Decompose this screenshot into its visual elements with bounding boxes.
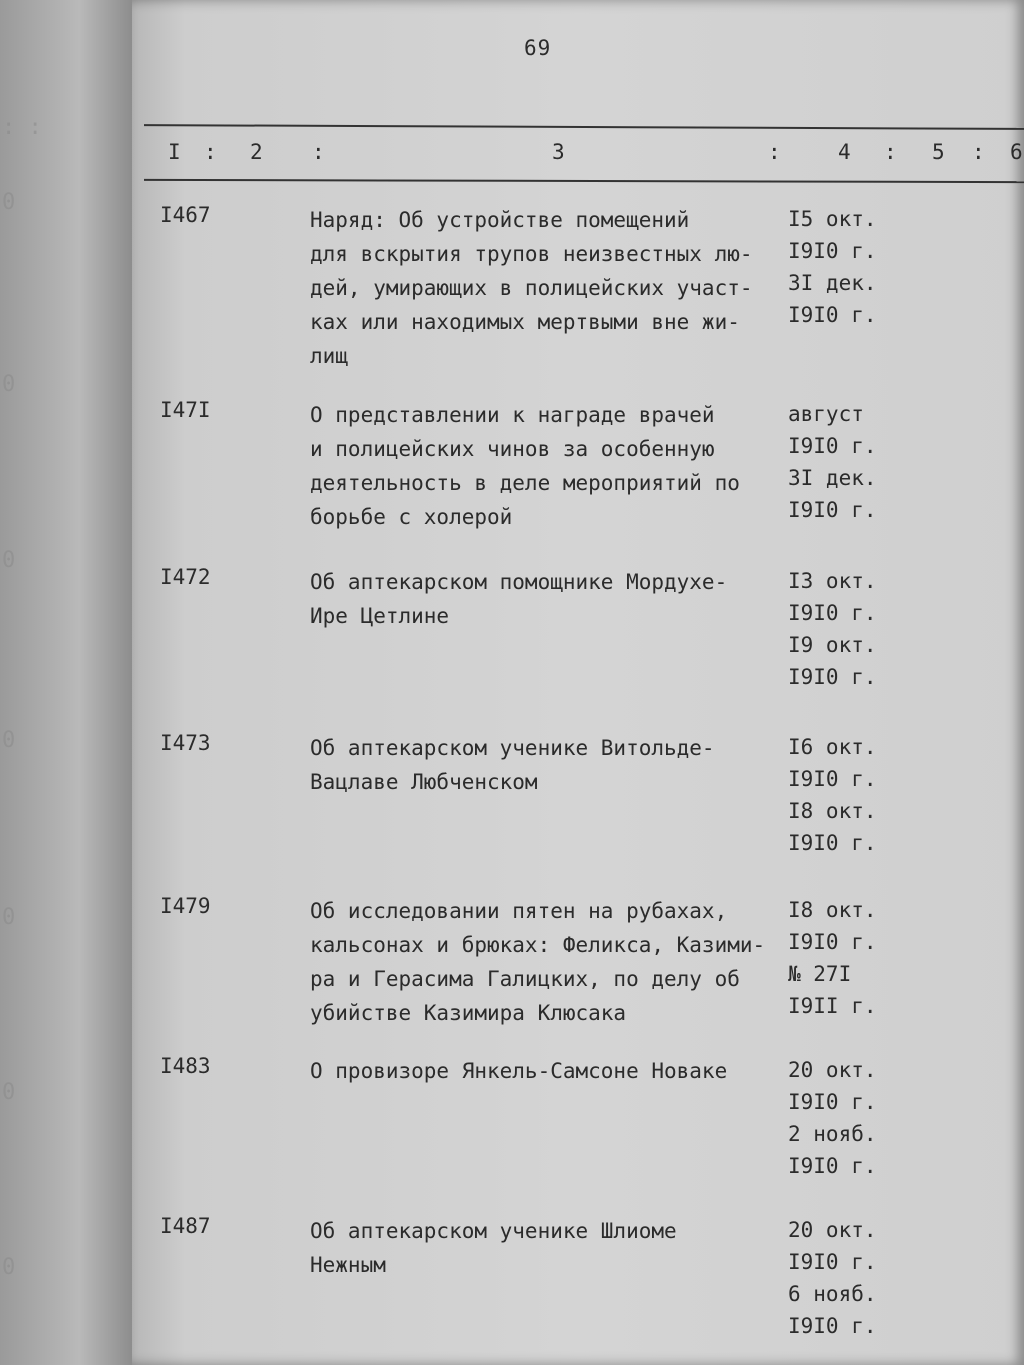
record-date: I9I0 г. <box>788 831 877 855</box>
record-date: № 27I <box>788 962 852 986</box>
record-date: I9I0 г. <box>788 665 877 689</box>
record-number: I47I <box>160 398 211 422</box>
record-date: I9I0 г. <box>788 930 877 954</box>
ghost-text: 0 <box>2 548 16 573</box>
record-date: I9I0 г. <box>788 1250 877 1274</box>
record-date: 3I дек. <box>788 466 877 490</box>
record-date: I9I0 г. <box>788 601 877 625</box>
record-title: Об аптекарском помощнике Мордухе- Ире Цетлине <box>310 570 728 628</box>
record-dates <box>788 731 918 859</box>
record-number: I467 <box>160 203 211 227</box>
record-date: I9I0 г. <box>788 303 877 327</box>
record-number: I487 <box>160 1214 211 1238</box>
record-date: I8 окт. <box>788 799 877 823</box>
page-number: 69 <box>524 36 552 60</box>
column-header: 2 <box>250 140 263 164</box>
column-header: 6 <box>1010 140 1023 164</box>
ghost-text: 0 <box>2 1255 16 1280</box>
record-date: I6 окт. <box>788 735 877 759</box>
record-number: I483 <box>160 1054 211 1078</box>
column-separator: : <box>884 140 897 164</box>
record-dates <box>788 894 918 1022</box>
record-dates <box>788 565 918 693</box>
column-header: 4 <box>838 140 851 164</box>
record-title: О провизоре Янкель-Самсоне Новаке <box>310 1059 728 1083</box>
header-rule-bottom <box>144 179 1024 183</box>
column-header: 5 <box>932 140 945 164</box>
record-date: I9I0 г. <box>788 239 877 263</box>
record-date: 6 нояб. <box>788 1282 877 1306</box>
record-number: I479 <box>160 894 211 918</box>
column-header: 3 <box>552 140 565 164</box>
record-dates <box>788 203 918 331</box>
record-title: О представлении к награде врачей и полицейских чинов за особенную деятельность в деле мероприятий по борьбе с холерой <box>310 403 740 529</box>
record-title: Об аптекарском ученике Витольде- Вацлаве Любченском <box>310 736 715 794</box>
record-dates <box>788 398 918 526</box>
column-separator: : <box>972 140 985 164</box>
header-rule-top <box>144 124 1024 130</box>
column-separator: : <box>312 140 325 164</box>
record-date: I9II г. <box>788 994 877 1018</box>
column-separator: : <box>768 140 781 164</box>
document-page <box>132 0 1024 1365</box>
record-number: I472 <box>160 565 211 589</box>
ghost-text: : : <box>2 115 42 140</box>
record-dates <box>788 1054 918 1182</box>
record-title: Об исследовании пятен на рубахах, кальсонах и брюках: Феликса, Казими- ра и Герасима Галицких, по делу об убийстве Казимира Клюсака <box>310 899 766 1025</box>
record-date: I5 окт. <box>788 207 877 231</box>
column-header: I <box>168 140 181 164</box>
record-number: I473 <box>160 731 211 755</box>
record-title: Наряд: Об устройстве помещений для вскрытия трупов неизвестных лю- дей, умирающих в полицейских участ- ках или находимых мертвыми вне жи- лищ <box>310 208 753 368</box>
record-date: 2 нояб. <box>788 1122 877 1146</box>
adjacent-page-edge <box>0 0 132 1365</box>
record-date: I9I0 г. <box>788 1314 877 1338</box>
ghost-text: 0 <box>2 728 16 753</box>
record-date: I3 окт. <box>788 569 877 593</box>
column-separator: : <box>204 140 217 164</box>
ghost-text: 0 <box>2 905 16 930</box>
record-date: 20 окт. <box>788 1058 877 1082</box>
record-date: август <box>788 402 864 426</box>
ghost-text: 0 <box>2 190 16 215</box>
record-date: I9I0 г. <box>788 498 877 522</box>
record-date: 3I дек. <box>788 271 877 295</box>
record-dates <box>788 1214 918 1342</box>
record-date: I9I0 г. <box>788 434 877 458</box>
record-title: Об аптекарском ученике Шлиоме Нежным <box>310 1219 677 1277</box>
ghost-text: 0 <box>2 372 16 397</box>
record-date: 20 окт. <box>788 1218 877 1242</box>
record-date: I9I0 г. <box>788 767 877 791</box>
record-date: I8 окт. <box>788 898 877 922</box>
record-date: I9I0 г. <box>788 1090 877 1114</box>
record-date: I9 окт. <box>788 633 877 657</box>
record-date: I9I0 г. <box>788 1154 877 1178</box>
ghost-text: 0 <box>2 1080 16 1105</box>
